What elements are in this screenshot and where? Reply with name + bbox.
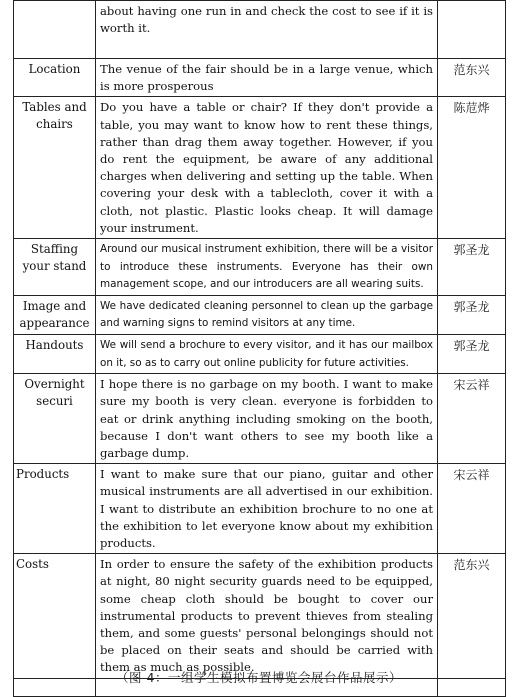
row-author: 郭圣龙	[438, 295, 506, 334]
row-label: Image and appearance	[14, 295, 96, 334]
row-author: 宋云祥	[438, 374, 506, 464]
table-row	[14, 97, 506, 239]
row-label: Overnight securi	[14, 374, 96, 464]
row-label: Handouts	[14, 335, 96, 374]
row-content: I want to make sure that our piano, guitar and other musical instruments are all advertised in our exhibition. I want to distribute an exhibition brochure to no one at the exhibition to let everyone know about my exhibition products.	[96, 464, 438, 554]
row-label	[14, 1, 96, 59]
row-content: Around our musical instrument exhibition, there will be a visitor to introduce these instruments. Everyone has their own management scope, and our introducers are all wearing suits.	[96, 239, 438, 296]
row-author: 郭圣龙	[438, 335, 506, 374]
figure-caption: （图 4：一组学生模拟布置博览会展台作品展示）	[116, 670, 402, 685]
row-content: about having one run in and check the cost to see if it is worth it.	[96, 1, 438, 59]
table-row	[14, 464, 506, 554]
row-content: Do you have a table or chair? If they don't provide a table, you may want to know how to rent these things, rather than drag them away together. However, if you do rent the equipment, be aware of any additional charges when delivering and setting up the table. When covering your desk with a tablecloth, cover it with a cloth, not plastic. Plastic looks cheap. It will damage your instrument.	[96, 97, 438, 239]
row-author: 郭圣龙	[438, 239, 506, 296]
row-label: Location	[14, 59, 96, 97]
row-content: The venue of the fair should be in a large venue, which is more prosperous	[96, 59, 438, 97]
row-content: We will send a brochure to every visitor, and it has our mailbox on it, so as to carry out online publicity for future activities.	[96, 335, 438, 374]
row-label: Tables and chairs	[14, 97, 96, 239]
table-row	[14, 295, 506, 334]
table-row	[14, 374, 506, 464]
table-row	[14, 59, 506, 97]
row-label: Products	[14, 464, 96, 554]
row-content: In order to ensure the safety of the exhibition products at night, 80 night security guards need to be equipped, some cheap cloth should be bought to cover our instrumental products to prevent thieves from stealing them, and some guests' personal belongings should not be placed on their seats and should be carried with them as much as possible.	[96, 554, 438, 678]
table-row	[14, 554, 506, 678]
booth-plan-table	[13, 0, 506, 697]
table-row	[14, 239, 506, 296]
row-author: 范东兴	[438, 59, 506, 97]
table-row	[14, 335, 506, 374]
row-author	[438, 1, 506, 59]
row-author: 范东兴	[438, 554, 506, 678]
row-label: Costs	[14, 554, 96, 678]
row-content: We have dedicated cleaning personnel to clean up the garbage and warning signs to remind visitors at any time.	[96, 295, 438, 334]
row-content: I hope there is no garbage on my booth. I want to make sure my booth is very clean. everyone is forbidden to eat or drink anything including smoking on the booth, because I don't want others to see my booth like a garbage dump.	[96, 374, 438, 464]
row-author: 宋云祥	[438, 464, 506, 554]
row-author: 陈苊烨	[438, 97, 506, 239]
row-label: Staffing your stand	[14, 239, 96, 296]
table-row	[14, 1, 506, 59]
